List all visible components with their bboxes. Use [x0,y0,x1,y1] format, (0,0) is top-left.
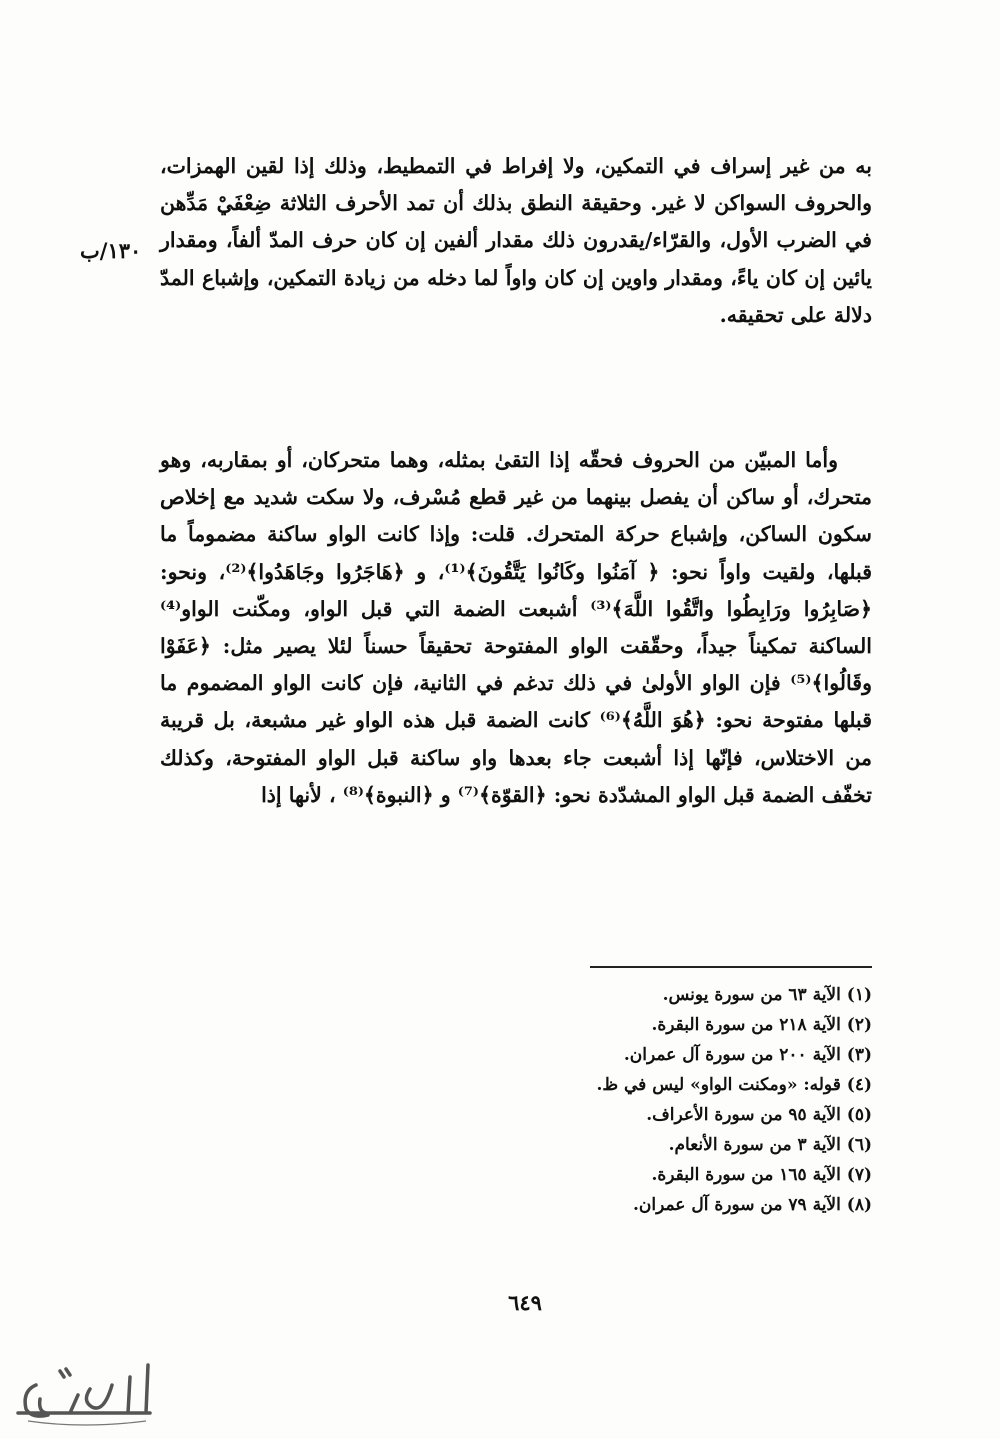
paragraph-1 [160,148,872,334]
footnote-item: (٨) الآية ٧٩ من سورة آل عمران. [632,1195,872,1215]
footnote-item: (٢) الآية ٢١٨ من سورة البقرة. [651,1015,872,1035]
footnotes-list [520,980,872,1220]
footnote-item: (٦) الآية ٣ من سورة الأنعام. [668,1135,872,1155]
paragraph-2 [160,442,872,814]
footnote-separator [590,966,872,968]
footnote-item: (٧) الآية ١٦٥ من سورة البقرة. [651,1165,872,1185]
footnote-item: (١) الآية ٦٣ من سورة يونس. [662,985,872,1005]
logo-flourish [28,1421,146,1425]
page-number: ٦٤٩ [508,1290,542,1315]
logo-stroke [18,1365,150,1416]
watermark-logo [8,1355,158,1433]
paragraph-text: وأما المبيّن من الحروف فحقّه إذا التقىٰ بمثله، وهما متحركان، أو بمقاربه، وهو متحرك، أو ساكن أن يفصل بينهما من غير قطع مُسْرف، ولا سكت شديد مع إخلاص سكون الساكن، وإشباع حركة المتحرك. قلت: وإذا كانت الواو ساكنة مضموماً ما قبلها، ولقيت واواً نحو: ﴿ آمَنُوا وكَانُوا يَتَّقُونَ﴾⁽¹⁾، و ﴿هَاجَرُوا وجَاهَدُوا﴾⁽²⁾، ونحو: ﴿صَابِرُوا ورَابِطُوا واتَّقُوا اللَّهَ﴾⁽³⁾ أشبعت الضمة التي قبل الواو، ومكّنت الواو⁽⁴⁾ الساكنة تمكيناً جيداً، وحقّقت الواو المفتوحة تحقيقاً حسناً لئلا يصير مثل: ﴿عَفَوْا وقَالُوا﴾⁽⁵⁾ فإن الواو الأولىٰ في ذلك تدغم في الثانية، فإن كانت الواو المضموم ما قبلها مفتوحة نحو: ﴿هُوَ اللَّهُ﴾⁽⁶⁾ كانت الضمة قبل هذه الواو غير مشبعة، بل قريبة من الاختلاس، فإنّها إذا أشبعت جاء بعدها واو ساكنة قبل الواو المفتوحة، وكذلك تخفّف الضمة قبل الواو المشدّدة نحو: ﴿القوّة﴾⁽⁷⁾ و ﴿النبوة﴾⁽⁸⁾ ، لأنها إذا [160,448,872,807]
margin-note: ١٣٠/ب [80,238,142,263]
footnote-item: (٥) الآية ٩٥ من سورة الأعراف. [646,1105,872,1125]
footnote-item: (٣) الآية ٢٠٠ من سورة آل عمران. [623,1045,872,1065]
paragraph-text: به من غير إسراف في التمكين، ولا إفراط في التمطيط، وذلك إذا لقين الهمزات، والحروف السواكن لا غير. وحقيقة النطق بذلك أن تمد الأحرف الثلاثة ضِعْفَيْ مَدِّهن في الضرب الأول، والقرّاء/يقدرون ذلك مقدار ألفين إن كان حرف المدّ ألفاً، ومقدار يائين إن كان ياءً، ومقدار واوين إن كان واواً لما دخله من زيادة التمكين، وإشباع المدّ دلالة على تحقيقه. [160,154,872,327]
footnote-item: (٤) قوله: «ومكنت الواو» ليس في ظ. [596,1075,872,1095]
